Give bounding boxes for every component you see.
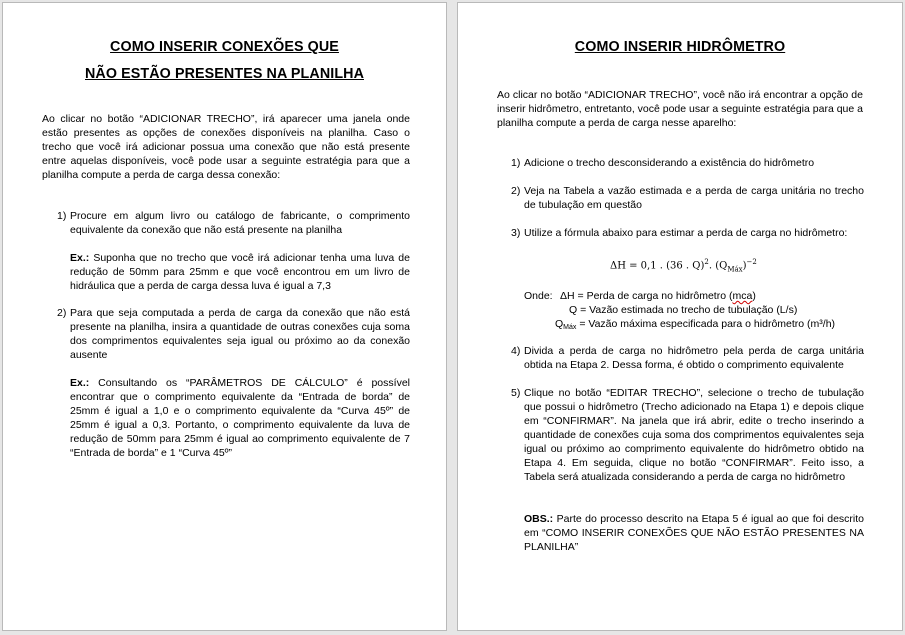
where-q: Q [555,318,564,330]
list-number: 5) [511,387,521,399]
example-paragraph-1 [70,251,410,293]
obs-text: Parte do processo descrito na Etapa 5 é igual ao que foi descrito em “COMO INSERIR CONEXÕES QUE NÃO ESTÃO PRESENTES NA PLANILHA” [524,513,864,553]
list-text: Clique no botão “EDITAR TRECHO”, selecione o trecho de tubulação que possui o hidrômetro (Trecho adicionado na Etapa 1) e depois clique em “CONFIRMAR”. Na janela que irá abrir, edite o trecho inserindo a quantidade de conexões cuja soma dos comprimentos equivalentes seja igual ou próximo ao comprimento equivalente do hidrômetro obtido na Etapa 4. Em seguida, clique no botão “CONFIRMAR”. Feito isso, a Tabela será atualizada considerando a perda de carga no hidrômetro [524,387,864,483]
where-text: = Vazão máxima especificada para o hidrômetro (m³/h) [576,318,836,330]
list-number: 3) [511,227,521,239]
list-text: Divida a perda de carga no hidrômetro pela perda de carga unitária obtida na Etapa 2. Dessa forma, é obtido o comprimento equivalente [524,345,864,371]
intro-paragraph: Ao clicar no botão “ADICIONAR TRECHO”, você não irá encontrar a opção de inserir hidrômetro, entretanto, você pode usar a seguinte estratégia para que a planilha compute a perda de carga nesse aparelho: [497,89,863,129]
example-text: Suponha que no trecho que você irá adicionar tenha uma luva de redução de 50mm para 25mm e que você encontrou em um livro de hidráulica que a perda de carga dessa luva é igual a 7,3 [70,252,410,292]
page-title: COMO INSERIR HIDRÔMETRO [574,39,786,55]
list-item-4 [511,344,864,372]
list-text: Para que seja computada a perda de carga da conexão que não está presente na planilha, insira a quantidade de outras conexões cuja soma dos comprimentos equivalentes seja igual ou próximo ao da conexão ausente [70,307,410,361]
list-item-5 [511,386,864,484]
example-label: Ex.: [70,377,90,389]
where-text: ΔH = Perda de carga no hidrômetro ( [560,290,733,302]
list-text: Veja na Tabela a vazão estimada e a perda de carga unitária no trecho de tubulação em questão [524,185,864,211]
page-title-line2: NÃO ESTÃO PRESENTES NA PLANILHA [85,66,364,82]
formula-lhs: ΔH = 0,1 . (36 . Q) [610,260,705,272]
list-item-1 [57,209,410,237]
where-line-1 [560,289,756,303]
example-label: Ex.: [70,252,90,264]
list-number: 2) [511,185,521,197]
list-number: 1) [57,210,67,222]
intro-paragraph: Ao clicar no botão “ADICIONAR TRECHO”, irá aparecer uma janela onde estão presentes as opções de conexões disponíveis na planilha. Caso o trecho que você irá adicionar possua uma conexão que não está presente entre aquelas disponíveis, você pode usar a seguinte estratégia para que a planilha compute a perda de carga dessa conexão: [42,113,410,181]
where-subscript: Máx [563,324,577,331]
where-text-end: ) [752,290,756,302]
head-loss-formula [610,258,757,273]
list-item-2 [511,184,864,212]
document-page-right [457,2,903,631]
list-number: 2) [57,307,67,319]
formula-middle: . (Q [708,260,728,272]
obs-label: OBS.: [524,513,554,525]
formula-exponent-2: −2 [746,258,757,266]
list-number: 1) [511,157,521,169]
example-text: Consultando os “PARÂMETROS DE CÁLCULO” é possível encontrar que o comprimento equivalente da “Entrada de borda” de 25mm é igual a 1,0 e o comprimento equivalente da “Curva 45º” de 25mm é igual a 0,3. Portanto, o comprimento equivalente da luva de redução de 50mm para 25mm é igual ao comprimento equivalente de 7 “Entrada de borda” e 1 “Curva 45º” [70,377,410,459]
example-paragraph-2 [70,376,410,460]
list-text: Utilize a fórmula abaixo para estimar a perda de carga no hidrômetro: [524,227,848,239]
list-item-1 [511,156,864,170]
list-item-2 [57,306,410,362]
document-page-left [2,2,447,631]
formula-exponent-1: 2 [704,258,709,266]
page-title-line1: COMO INSERIR CONEXÕES QUE [110,39,339,55]
spellcheck-word: mca [732,290,753,302]
list-text: Procure em algum livro ou catálogo de fabricante, o comprimento equivalente da conexão que não está presente na planilha [70,210,410,236]
observation-paragraph [524,512,864,554]
list-text: Adicione o trecho desconsiderando a existência do hidrômetro [524,157,815,169]
formula-close: ) [742,260,747,272]
formula-subscript: Máx [727,265,743,274]
where-line-2: Q = Vazão estimada no trecho de tubulação (L/s) [569,304,798,316]
list-number: 4) [511,345,521,357]
where-label: Onde: [524,290,553,302]
where-line-3 [555,317,835,335]
list-item-3 [511,226,864,240]
